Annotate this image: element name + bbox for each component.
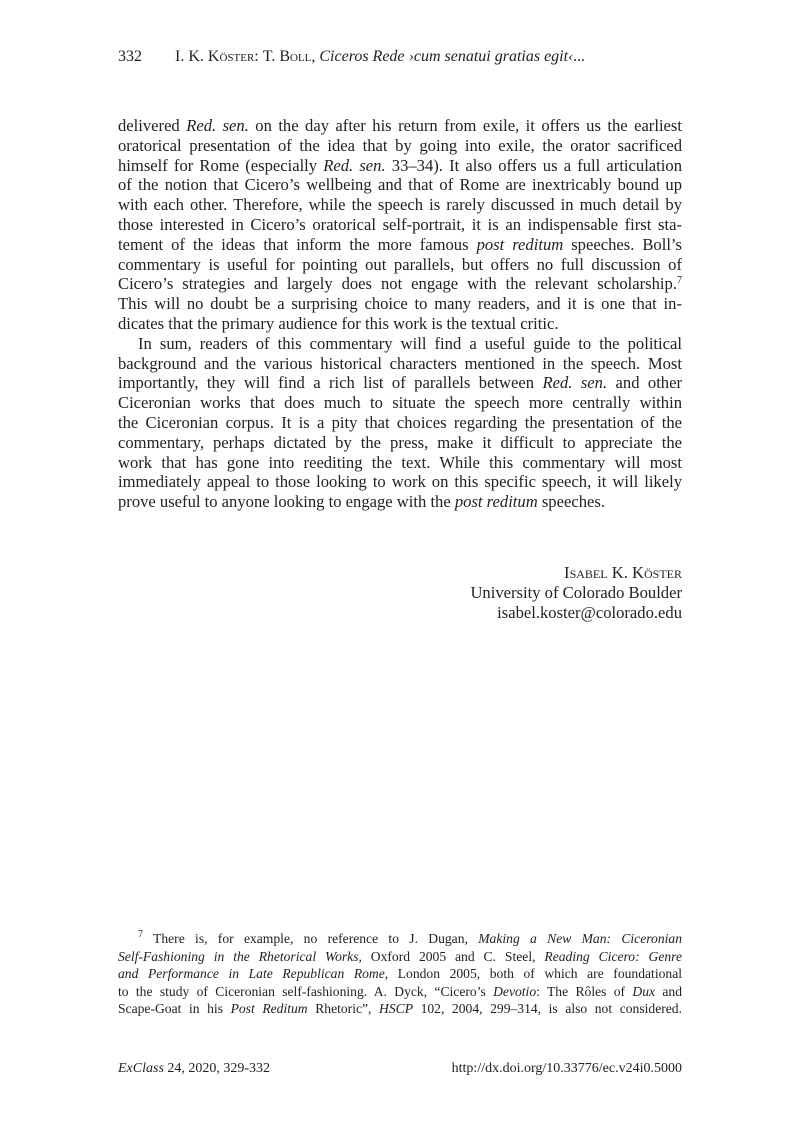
page-number: 332: [118, 48, 142, 65]
signature-email[interactable]: isabel.koster@colorado.edu: [497, 603, 682, 622]
italic-run: Self-Fashioning in the Rhetorical Works: [118, 948, 359, 964]
body-line: [118, 116, 682, 136]
italic-run: Making a New Man: Ciceronian: [478, 931, 682, 946]
text-run: 102, 2004, 299–314, is also not considered.: [413, 1001, 682, 1017]
body-line: [118, 393, 682, 413]
text-run: himself for Rome (especially: [118, 155, 324, 175]
body-line: [118, 433, 682, 453]
footnote-marker: 7: [677, 275, 682, 287]
body-line: [118, 472, 682, 492]
text-run: There is, for example, no reference to J. Dugan,: [143, 931, 479, 946]
italic-run: Dux: [632, 983, 656, 999]
footnote-line: [118, 965, 682, 983]
body-line: [118, 235, 682, 255]
body-line: [118, 274, 682, 294]
text-run: , London 2005, both of which are foundational: [384, 966, 683, 982]
body-line: [118, 255, 682, 275]
italic-run: post reditum: [454, 492, 538, 512]
footnotes: [118, 930, 682, 1018]
text-run: delivered: [118, 116, 187, 135]
journal-name: ExClass: [118, 1061, 164, 1076]
header-separator: :: [254, 48, 263, 65]
italic-run: Red. sen.: [186, 116, 249, 135]
text-run: 33–34). It also offers us a full articulation: [385, 155, 682, 175]
text-run: background and the various historical characters mentioned in the speech. Most: [118, 353, 682, 373]
italic-run: Red. sen.: [323, 155, 386, 175]
italic-run: Red. sen.: [542, 373, 608, 393]
body-line: [118, 175, 682, 195]
text-run: Rhetoric”,: [307, 1001, 380, 1017]
journal-volume: 24, 2020, 329-332: [163, 1061, 271, 1076]
footnote-line: [118, 930, 682, 948]
text-run: the Ciceronian corpus. It is a pity that choices regarding the presentation of the: [118, 412, 682, 432]
doi-link[interactable]: http://dx.doi.org/10.33776/ec.v24i0.5000: [451, 1061, 682, 1076]
text-run: oratorical presentation of the idea that by going into exile, the orator sacrificed: [118, 135, 682, 155]
text-run: importantly, they will find a rich list of parallels between: [118, 373, 543, 393]
footnote-line: [118, 1000, 682, 1018]
text-run: This will no doubt be a surprising choice to many readers, and it is one that in-: [118, 294, 682, 314]
review-body: [118, 116, 682, 512]
text-run: to the study of Ciceronian self-fashioning. A. Dyck, “Cicero’s: [118, 983, 494, 999]
text-run: : The Rôles of: [536, 983, 633, 999]
text-run: commentary is useful for pointing out parallels, but offers no full discussion of: [118, 254, 682, 274]
text-run: immediately appeal to those looking to work on this specific speech, it will likely: [118, 472, 682, 492]
text-run: , Oxford 2005 and C. Steel,: [358, 948, 545, 964]
text-run: In sum, readers of this commentary will find a useful guide to the political: [138, 333, 682, 353]
page-footer: [118, 1061, 682, 1077]
italic-run: Devotio: [493, 983, 537, 999]
text-run: work that has gone into reediting the text. While this commentary will most: [118, 452, 682, 472]
signature-block: [470, 563, 682, 623]
body-line: [118, 294, 682, 314]
body-line: [118, 334, 682, 354]
body-line: [118, 492, 682, 512]
text-run: dicates that the primary audience for this work is the textual critic.: [118, 313, 559, 333]
body-line: [118, 413, 682, 433]
text-run: Scape-Goat in his: [118, 1001, 231, 1017]
text-run: Ciceronian works that does much to situate the speech more centrally within: [118, 393, 682, 413]
signature-affiliation: University of Colorado Boulder: [470, 583, 682, 602]
body-line: [118, 354, 682, 374]
text-run: on the day after his return from exile, it offers us the earliest: [248, 116, 682, 135]
text-run: and other: [607, 373, 682, 393]
body-line: [118, 156, 682, 176]
body-line: [118, 453, 682, 473]
text-run: with each other. Therefore, while the speech is rarely discussed in much detail by: [118, 195, 682, 215]
text-run: speeches.: [537, 492, 605, 512]
journal-citation: [118, 1061, 270, 1077]
italic-run: and Performance in Late Republican Rome: [118, 966, 385, 982]
header-comma: ,: [311, 48, 320, 65]
body-line: [118, 215, 682, 235]
body-line: [118, 373, 682, 393]
text-run: and: [655, 983, 682, 999]
header-reviewed-author: T. Boll: [262, 48, 312, 65]
body-line: [118, 195, 682, 215]
italic-run: post reditum: [476, 234, 564, 254]
text-run: commentary, perhaps dictated by the press, make it difficult to appreciate the: [118, 432, 682, 452]
text-run: Cicero’s strategies and largely does not engage with the relevant scholarship.: [118, 274, 677, 294]
signature-name: Isabel K. Köster: [564, 563, 682, 582]
footnote-marker: 7: [138, 929, 143, 940]
text-run: of the notion that Cicero’s wellbeing and that of Rome are inextricably bound up: [118, 175, 682, 195]
running-header: [118, 48, 585, 66]
text-run: speeches. Boll’s: [563, 234, 682, 254]
text-run: prove useful to anyone looking to engage with the: [118, 492, 455, 512]
header-title: Ciceros Rede ›cum senatui gratias egit‹...: [319, 48, 586, 65]
header-author: I. K. Köster: [175, 48, 255, 65]
italic-run: Post Reditum: [230, 1001, 308, 1017]
italic-run: HSCP: [379, 1001, 413, 1017]
footnote-line: [118, 948, 682, 966]
body-line: [118, 314, 682, 334]
text-run: those interested in Cicero’s oratorical self-portrait, it is an indispensable first sta-: [118, 214, 682, 234]
body-line: [118, 136, 682, 156]
text-run: tement of the ideas that inform the more famous: [118, 234, 477, 254]
footnote-line: [118, 983, 682, 1001]
italic-run: Reading Cicero: Genre: [544, 948, 682, 964]
